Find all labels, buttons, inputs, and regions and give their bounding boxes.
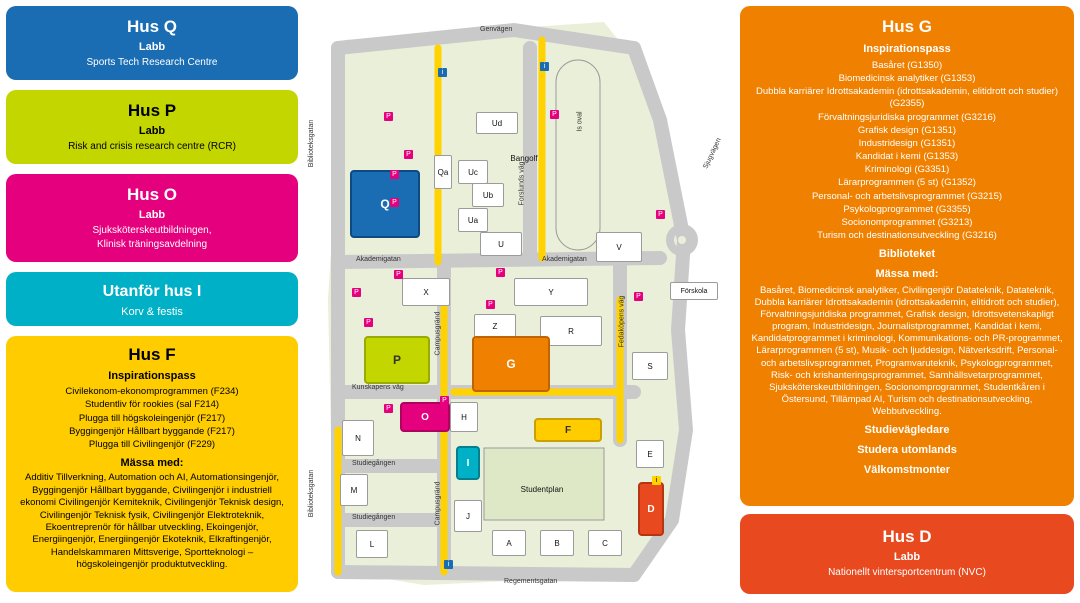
card-line: Nationellt vintersportcentrum (NVC)	[828, 567, 986, 578]
card-title: Hus O	[126, 185, 178, 204]
card-subtitle: Labb	[138, 41, 166, 54]
legend-card-utanfor-hus-i[interactable]	[6, 272, 298, 326]
card-section-heading: Biblioteket	[878, 248, 936, 261]
street-label: Is oval	[576, 111, 584, 132]
card-title: Hus F	[128, 345, 176, 364]
street-label: Campusgränd	[434, 311, 442, 356]
building-q-highlight[interactable]: Q	[350, 170, 420, 238]
card-section-heading: Studievägledare	[864, 424, 950, 437]
street-label: Studiegången	[352, 514, 396, 521]
card-title: Hus D	[882, 527, 932, 546]
card-line: Sjuksköterskeutbildningen,	[92, 225, 212, 236]
building-y[interactable]: Y	[514, 278, 588, 306]
card-line: Personal- och arbetslivsprogrammet (G3215)	[811, 190, 1003, 202]
card-line: Industridesign (G1351)	[858, 137, 956, 149]
building-bangolf[interactable]: Bangolf	[510, 153, 538, 163]
parking-icon: P	[352, 288, 361, 297]
card-section-heading: Mässa med:	[875, 267, 939, 280]
card-line: Psykologprogrammet (G3355)	[843, 203, 971, 215]
info-icon-yellow: i	[652, 476, 661, 485]
street-label: Biblioteksgatan	[308, 119, 316, 168]
building-i-highlight[interactable]: I	[456, 446, 480, 480]
card-subtitle: Labb	[138, 209, 166, 222]
card-line: Grafisk design (G1351)	[857, 124, 957, 136]
street-label: Kunskapens väg	[352, 384, 404, 391]
card-line: Klinisk träningsavdelning	[96, 238, 208, 250]
street-label: Regementsgatan	[504, 578, 558, 585]
building-s[interactable]: S	[632, 352, 668, 380]
building-forskola[interactable]: Förskola	[670, 282, 718, 300]
building-x[interactable]: X	[402, 278, 450, 306]
card-line: Plugga till högskoleingenjör (F217)	[78, 412, 226, 424]
building-g-highlight[interactable]: G	[472, 336, 550, 392]
card-line: Biomedicinsk analytiker (G1353)	[838, 73, 976, 85]
card-line: Studentliv för rookies (sal F214)	[84, 399, 220, 411]
street-label: Forslunds väg	[518, 161, 526, 206]
street-label: Genvägen	[480, 26, 513, 33]
legend-card-hus-p[interactable]	[6, 90, 298, 164]
card-line: Civilekonom-ekonomprogrammen (F234)	[65, 386, 239, 397]
parking-icon: P	[486, 300, 495, 309]
legend-card-hus-g[interactable]	[740, 6, 1074, 506]
card-line: Socionomprogrammet (G3213)	[841, 216, 973, 228]
parking-icon: P	[440, 396, 449, 405]
parking-icon: P	[394, 270, 403, 279]
card-section-heading: Inspirationspass	[863, 43, 951, 56]
parking-icon: P	[384, 404, 393, 413]
street-label: Studiegången	[352, 460, 396, 467]
street-label: Campusgränd	[434, 481, 442, 526]
card-title: Utanför hus I	[102, 283, 202, 300]
parking-icon: P	[656, 210, 665, 219]
parking-icon: P	[634, 292, 643, 301]
building-j[interactable]: J	[454, 500, 482, 532]
card-title: Hus G	[881, 17, 933, 36]
building-n[interactable]: N	[342, 420, 374, 456]
building-d-highlight[interactable]: D	[638, 482, 664, 536]
parking-icon: P	[550, 110, 559, 119]
card-line: Dubbla karriärer Idrottsakademin (idrottsakademin, elitidrott och studier) (G2355)	[755, 86, 1059, 110]
card-line: Kriminologi (G3351)	[864, 164, 950, 176]
building-ud[interactable]: Ud	[476, 112, 518, 134]
legend-card-hus-q[interactable]	[6, 6, 298, 80]
card-title: Hus Q	[126, 17, 178, 36]
card-section-heading: Studera utomlands	[857, 444, 957, 457]
card-section-heading: Mässa med:	[120, 456, 184, 469]
card-paragraph: Additiv Tillverkning, Automation och AI, Automationsingenjör, Byggingenjör Hållbart byggande, Civilingenjör i industriell ekonomi Civilingenjör Kemiteknik, Civilingenjör Teknisk design, Civilingenjör Teknisk fysik, Civilingenjör Elektroteknik, Ekoentreprenör för hållbar utveckling, Ekoingenjör, Energiingenjör, Energiingenjör Ekoteknik, Elkraftingenjör, Handelskammaren Mittsverige, Sportteknologi – högskoleingenjör produktutveckling.	[20, 472, 284, 570]
campus-map[interactable]	[304, 0, 736, 603]
parking-icon: P	[390, 170, 399, 179]
parking-icon: P	[364, 318, 373, 327]
building-u[interactable]: U	[480, 232, 522, 256]
street-label: Akademigatan	[356, 256, 401, 263]
building-f-highlight[interactable]: F	[534, 418, 602, 442]
card-line: Risk and crisis research centre (RCR)	[68, 141, 236, 152]
card-line: Förvaltningsjuridiska programmet (G3216)	[818, 111, 996, 123]
card-line: Byggingenjör Hållbart byggande (F217)	[69, 426, 235, 438]
street-label: Biblioteksgatan	[308, 469, 316, 518]
card-subtitle: Labb	[138, 125, 166, 138]
card-line: Sports Tech Research Centre	[86, 57, 218, 68]
building-qa[interactable]: Qa	[434, 155, 452, 189]
card-subtitle: Labb	[893, 551, 921, 564]
building-c[interactable]: C	[588, 530, 622, 556]
card-line: Kandidat i kemi (G1353)	[855, 151, 959, 163]
parking-icon: P	[404, 150, 413, 159]
card-subtitle: Korv & festis	[121, 306, 183, 318]
street-label: Sjugvägen	[702, 137, 723, 170]
card-section-heading: Inspirationspass	[108, 370, 196, 383]
building-uc[interactable]: Uc	[458, 160, 488, 184]
building-m[interactable]: M	[340, 474, 368, 506]
card-section-heading: Välkomstmonter	[863, 463, 951, 476]
info-icon: i	[540, 62, 549, 71]
parking-icon: P	[384, 112, 393, 121]
building-r[interactable]: R	[540, 316, 602, 346]
parking-icon: P	[390, 198, 399, 207]
building-b[interactable]: B	[540, 530, 574, 556]
card-line: Basåret (G1350)	[871, 60, 943, 71]
street-label: Fedaköpens väg	[618, 295, 626, 348]
building-ua[interactable]: Ua	[458, 208, 488, 232]
building-ub[interactable]: Ub	[472, 183, 504, 207]
legend-card-hus-f[interactable]	[6, 336, 298, 592]
info-icon: i	[438, 68, 447, 77]
building-v[interactable]: V	[596, 232, 642, 262]
card-line: Plugga till Civilingenjör (F229)	[88, 439, 216, 451]
building-o-highlight[interactable]: O	[400, 402, 450, 432]
card-title: Hus P	[127, 101, 177, 120]
label-studentplan: Studentplan	[520, 484, 564, 494]
building-a[interactable]: A	[492, 530, 526, 556]
building-l[interactable]: L	[356, 530, 388, 558]
parking-icon: P	[496, 268, 505, 277]
card-line: Turism och destinationsutveckling (G3216)	[817, 230, 997, 242]
street-label: Akademigatan	[542, 256, 587, 263]
legend-card-hus-d[interactable]	[740, 514, 1074, 594]
building-e[interactable]: E	[636, 440, 664, 468]
building-p-highlight[interactable]: P	[364, 336, 430, 384]
card-paragraph: Basåret, Biomedicinsk analytiker, Civilingenjör Datateknik, Datateknik, Dubbla karriärer Idrottsakademin (idrottsakademin, elitidrott och studier), Förvaltningsjuridiska programmet, Grafisk design, Idrottsvetenskapligt program, Industridesign, Journalistprogrammet, Kandidat i kemi, Kandidatprogrammet i kriminologi, Kommunikations- och PR-programmet, Lärarprogrammen (5 st), Musik- och ljuddesign, Nätverksdrift, Personal- och arbetslivsprogrammet, Programvaruteknik, Psykologprogrammet, Risk- och krishanteringsprogrammet, Samhällsvetarprogrammet, Sjuksköterskeutbildningen, Socionomprogrammet, Studentkåren i Östersund, Tillämpad AI, Turism och destinationsutveckling, Webbutveckling.	[751, 284, 1063, 418]
building-z[interactable]: Z	[474, 314, 516, 338]
legend-card-hus-o[interactable]	[6, 174, 298, 262]
info-icon: i	[444, 560, 453, 569]
building-h[interactable]: H	[450, 402, 478, 432]
card-line: Lärarprogrammen (5 st) (G1352)	[838, 177, 976, 189]
